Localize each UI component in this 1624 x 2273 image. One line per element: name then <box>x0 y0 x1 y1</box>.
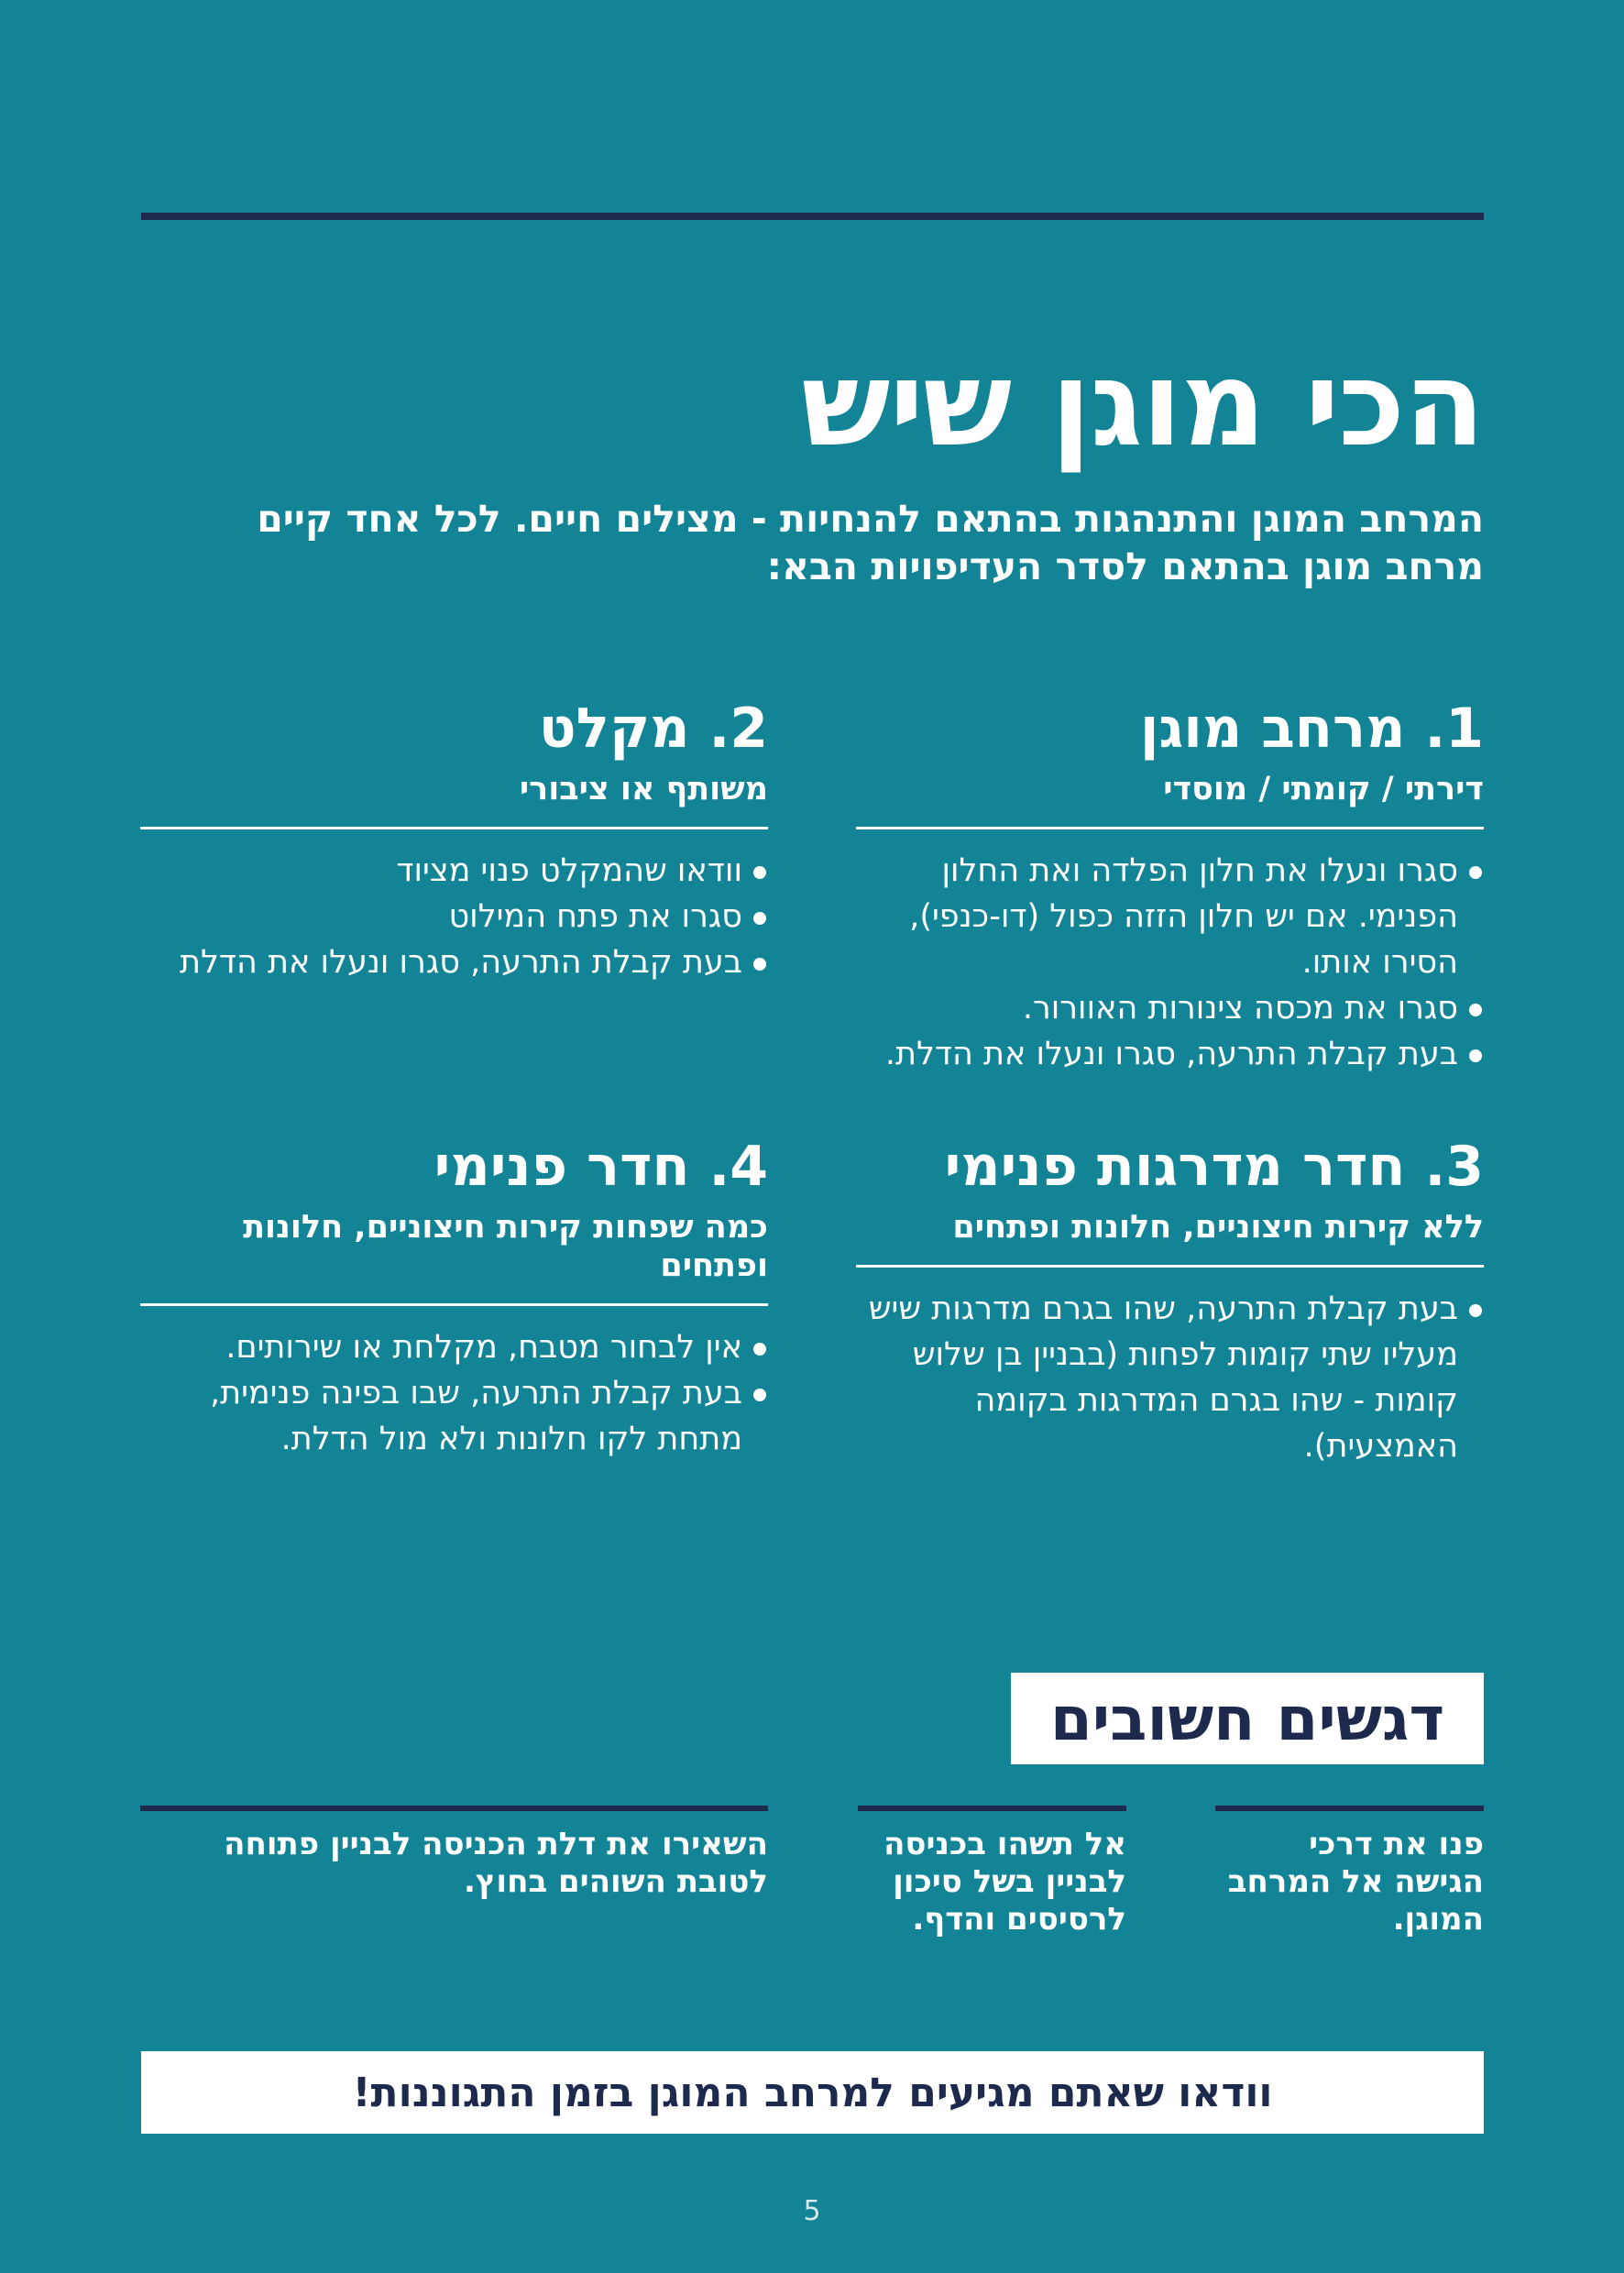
call-to-action-banner: וודאו שאתם מגיעים למרחב המוגן בזמן התגוננות! <box>141 2051 1484 2134</box>
section-subtitle: משותף או ציבורי <box>519 771 768 807</box>
important-notes-heading: דגשים חשובים <box>1011 1673 1484 1764</box>
note-entrance-door <box>140 1806 768 1901</box>
list-item: בעת קבלת התרעה, סגרו ונעלו את הדלת. <box>856 1031 1484 1077</box>
section-divider <box>140 827 768 829</box>
note-access-routes <box>1215 1806 1484 1938</box>
section-subtitle: ללא קירות חיצוניים, חלונות ופתחים <box>952 1209 1484 1246</box>
section-inner-stairwell <box>856 1136 1484 1469</box>
instruction-list <box>856 1286 1484 1469</box>
section-inner-room <box>140 1136 768 1462</box>
list-item: בעת קבלת התרעה, שבו בפינה פנימית, מתחת לקו חלונות ולא מול הדלת. <box>140 1370 768 1462</box>
instruction-list <box>140 1324 768 1462</box>
instruction-list <box>140 848 768 985</box>
list-item: אין לבחור מטבח, מקלחת או שירותים. <box>140 1324 768 1370</box>
section-divider <box>856 827 1484 829</box>
section-shelter <box>140 698 768 985</box>
section-title: 2. מקלט <box>538 697 768 761</box>
note-text: פנו את דרכי הגישה אל המרחב המוגן. <box>1227 1826 1484 1938</box>
list-item: סגרו את מכסה צינורות האוורור. <box>856 985 1484 1031</box>
note-building-entrance <box>858 1806 1126 1938</box>
section-subtitle: כמה שפחות קירות חיצוניים, חלונות ופתחים <box>243 1209 768 1284</box>
page-number: 5 <box>803 2195 821 2227</box>
section-title: 1. מרחב מוגן <box>1139 697 1484 761</box>
section-divider <box>140 1303 768 1306</box>
top-divider <box>141 213 1484 220</box>
list-item: וודאו שהמקלט פנוי מציוד <box>140 848 768 894</box>
note-divider <box>858 1806 1126 1811</box>
note-divider <box>140 1806 768 1811</box>
section-protected-space <box>856 698 1484 1077</box>
list-item: בעת קבלת התרעה, סגרו ונעלו את הדלת <box>140 939 768 985</box>
note-divider <box>1215 1806 1484 1811</box>
section-subtitle: דירתי / קומתי / מוסדי <box>1163 771 1484 807</box>
section-title: 3. חדר מדרגות פנימי <box>944 1135 1484 1199</box>
instruction-list <box>856 848 1484 1077</box>
note-text: אל תשהו בכניסה לבניין בשל סיכון לרסיסים והדף. <box>883 1826 1126 1938</box>
note-text: השאירו את דלת הכניסה לבניין פתוחה לטובת השוהים בחוץ. <box>224 1826 768 1900</box>
list-item: בעת קבלת התרעה, שהו בגרם מדרגות שיש מעליו שתי קומות לפחות (בבניין בן שלוש קומות - שהו בגרם המדרגות בקומה האמצעית). <box>856 1286 1484 1469</box>
list-item: סגרו את פתח המילוט <box>140 894 768 939</box>
list-item: סגרו ונעלו את חלון הפלדה ואת החלון הפנימי. אם יש חלון הזזה כפול (דו-כנפי), הסירו אותו. <box>856 848 1484 985</box>
section-title: 4. חדר פנימי <box>433 1135 768 1199</box>
section-divider <box>856 1265 1484 1268</box>
page-title: הכי מוגן שיש <box>801 336 1484 473</box>
intro-text: המרחב המוגן והתנהגות בהתאם להנחיות - מצילים חיים. לכל אחד קיים מרחב מוגן בהתאם לסדר העדיפויות הבא: <box>257 497 1484 589</box>
